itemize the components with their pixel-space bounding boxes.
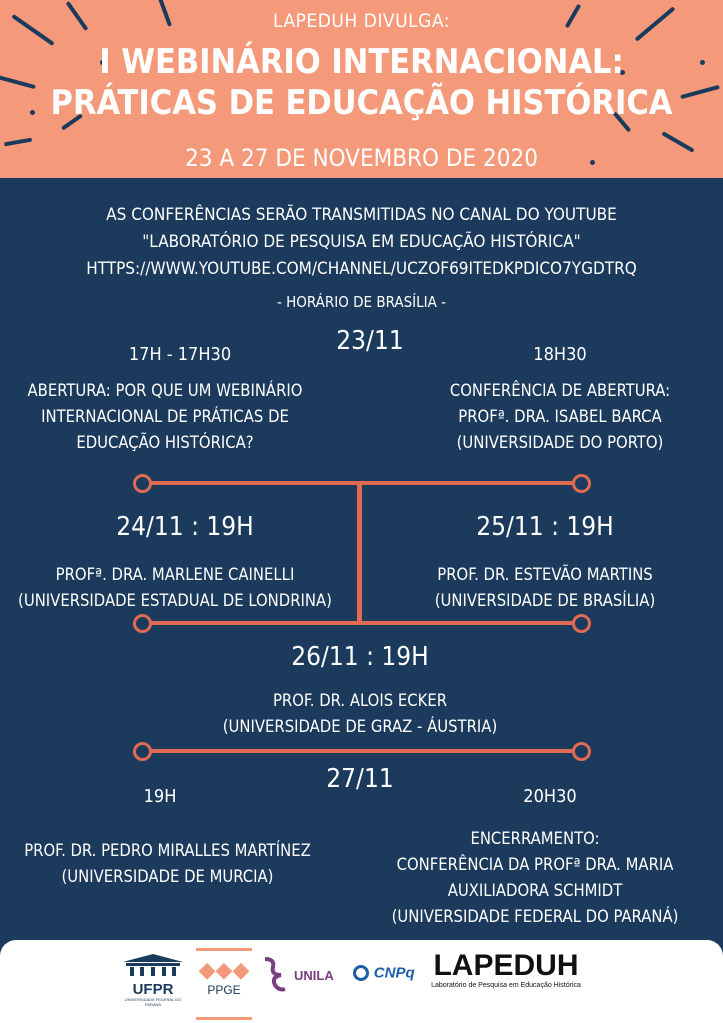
timeline-horizontal-2 (142, 621, 584, 625)
timezone-note: - HORÁRIO DE BRASÍLIA - (276, 293, 447, 311)
cnpq-name: CNPq (373, 964, 415, 982)
timeline-node (133, 614, 152, 633)
unila-emblem-icon (260, 954, 290, 994)
lapeduh-subname: Laboratório de Pesquisa em Educação Histórica (431, 982, 581, 989)
broadcast-info-line1: AS CONFERÊNCIAS SERÃO TRANSMITIDAS NO CANAL DO YOUTUBE (106, 205, 617, 225)
day2-speaker: PROFª. DRA. MARLENE CAINELLI (55, 565, 295, 584)
timeline-node (572, 614, 591, 633)
day3-date-time: 25/11 : 19H (476, 512, 614, 542)
timeline-vertical (357, 481, 362, 623)
day1-date: 23/11 (336, 326, 404, 356)
unila-name: UNILA (294, 968, 334, 983)
day1-right-line1: CONFERÊNCIA DE ABERTURA: (449, 381, 671, 400)
header-banner (0, 0, 723, 178)
day1-left-text: ABERTURA: POR QUE UM WEBINÁRIO INTERNACIONAL DE PRÁTICAS DE EDUCAÇÃO HISTÓRICA? (27, 381, 303, 452)
day3-institution: (UNIVERSIDADE DE BRASÍLIA) (434, 591, 656, 610)
cnpq-emblem-icon (353, 965, 369, 981)
day5-right-line1: ENCERRAMENTO: (470, 829, 600, 848)
day5-right-time: 20H30 (523, 786, 577, 807)
timeline-node (572, 742, 591, 761)
day4-date-time: 26/11 : 19H (291, 642, 429, 672)
broadcast-info-line2: "LABORATÓRIO DE PESQUISA EM EDUCAÇÃO HISTÓRICA" (142, 232, 581, 252)
day5-left-time: 19H (143, 786, 177, 807)
day4-institution: (UNIVERSIDADE DE GRAZ - ÁUSTRIA) (222, 717, 498, 736)
cnpq-logo (348, 964, 420, 982)
day5-right-line2: CONFERÊNCIA DA PROFª DRA. MARIA AUXILIADORA SCHMIDT (396, 855, 674, 900)
day2-date-time: 24/11 : 19H (116, 512, 254, 542)
day1-left-time: 17H - 17H30 (128, 344, 232, 365)
ppge-name: PPGE (207, 983, 241, 997)
lapeduh-name: LAPEDUH (433, 949, 579, 982)
ppge-logo (196, 948, 252, 1020)
ufpr-subname: UNIVERSIDADE FEDERAL DO PARANÁ (124, 997, 182, 1007)
ufpr-name: UFPR (132, 981, 174, 998)
day1-right-line2: PROFª. DRA. ISABEL BARCA (458, 407, 662, 426)
ufpr-logo (117, 952, 189, 1007)
day5-right-line3: (UNIVERSIDADE FEDERAL DO PARANÁ) (391, 907, 679, 926)
event-dates: 23 A 27 DE NOVEMBRO DE 2020 (185, 144, 538, 172)
timeline-horizontal-1 (142, 481, 584, 485)
lapeduh-logo (424, 950, 588, 989)
day2-institution: (UNIVERSIDADE ESTADUAL DE LONDRINA) (18, 591, 332, 610)
ufpr-building-icon (118, 952, 188, 978)
unila-logo (260, 954, 344, 994)
page-title: I WEBINÁRIO INTERNACIONAL: PRÁTICAS DE EDUCAÇÃO HISTÓRICA (50, 42, 673, 123)
timeline-node (133, 742, 152, 761)
day1-right-time: 18H30 (533, 344, 587, 365)
timeline-node (572, 474, 591, 493)
header-subtitle: LAPEDUH DIVULGA: (272, 10, 450, 32)
day5-left-speaker: PROF. DR. PEDRO MIRALLES MARTÍNEZ (24, 841, 311, 860)
day5-left-institution: (UNIVERSIDADE DE MURCIA) (61, 867, 274, 886)
ppge-emblem-icon: ◆◆◆ (198, 957, 250, 982)
timeline-node (133, 474, 152, 493)
footer-logos (0, 940, 723, 1023)
day4-speaker: PROF. DR. ALOIS ECKER (272, 691, 448, 710)
youtube-channel-url[interactable]: HTTPS://WWW.YOUTUBE.COM/CHANNEL/UCZOF69ITEDKPDICO7YGDTRQ (86, 259, 637, 279)
day3-speaker: PROF. DR. ESTEVÃO MARTINS (437, 565, 653, 584)
day1-right-line3: (UNIVERSIDADE DO PORTO) (456, 433, 664, 452)
day5-date: 27/11 (326, 764, 394, 794)
timeline-horizontal-3 (142, 749, 584, 753)
